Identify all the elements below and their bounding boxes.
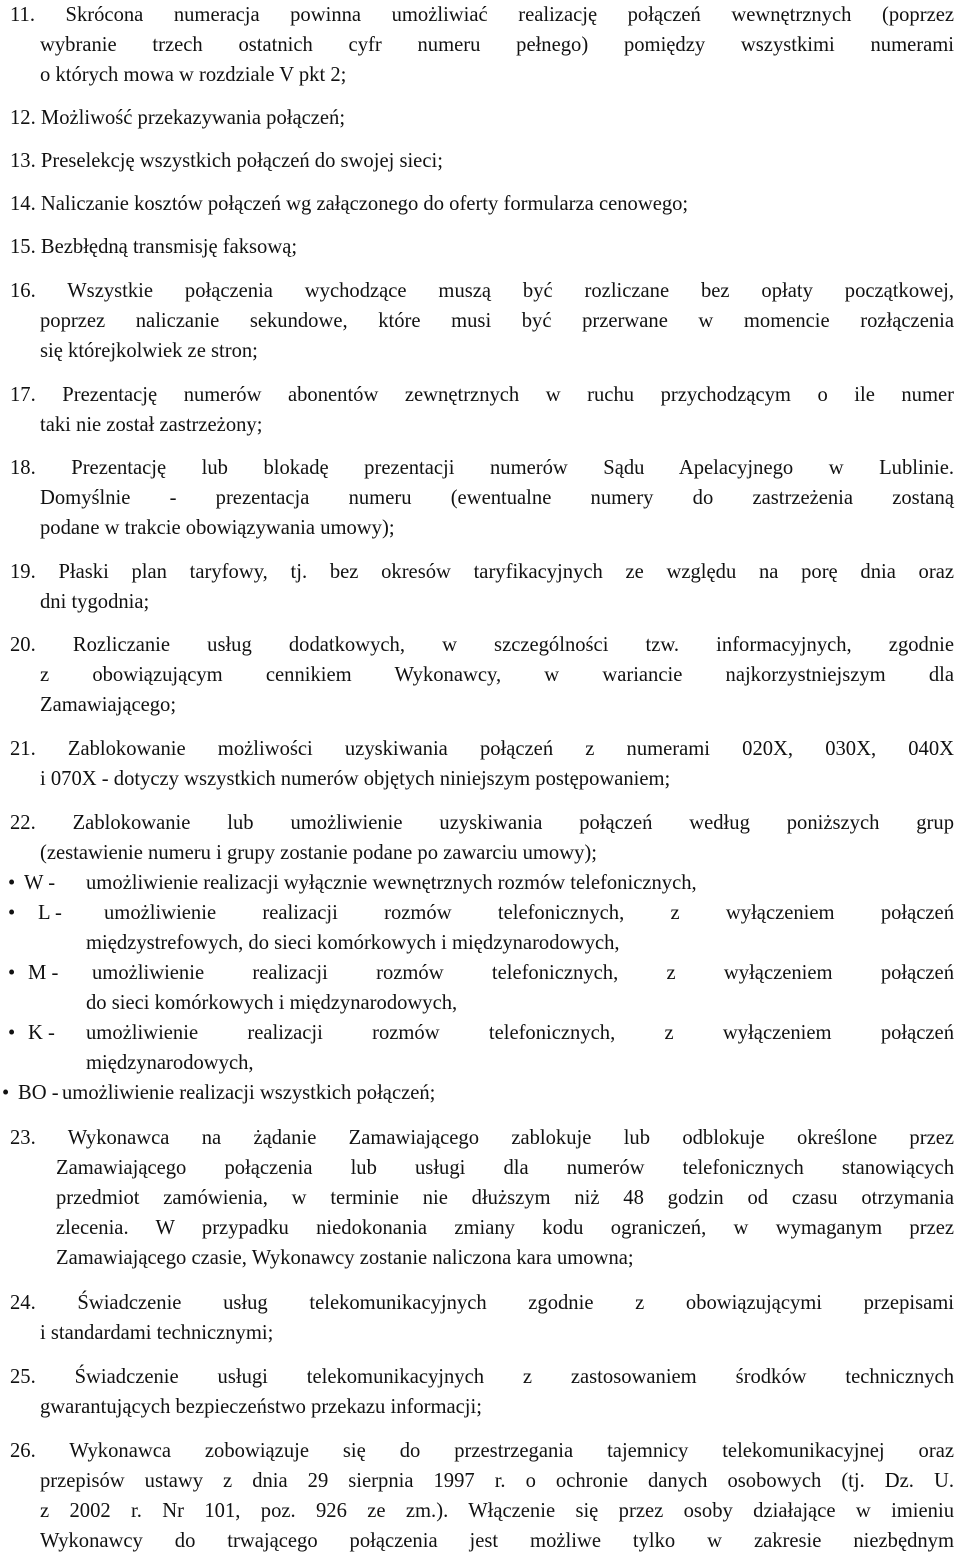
item-26-line-3: z 2002 r. Nr 101, poz. 926 ze zm.). Włączenie się przez osoby działające w imieniu [40, 1500, 954, 1522]
item-11-line-3: o których mowa w rozdziale V pkt 2; [40, 64, 347, 86]
bullet-l-line-2: międzystrefowych, do sieci komórkowych i międzynarodowych, [86, 932, 620, 954]
bullet-code-w: W - [24, 872, 56, 894]
item-16-line-2: poprzez naliczanie sekundowe, które musi być przerwane w momencie rozłączenia [40, 310, 954, 332]
item-11-line-1: 11. Skrócona numeracja powinna umożliwiać realizację połączeń wewnętrznych (poprzez [10, 4, 954, 26]
bullet-bo-line-1: umożliwienie realizacji wszystkich połączeń; [62, 1082, 436, 1104]
bullet-code-bo: BO - [18, 1082, 59, 1104]
item-12: 12. Możliwość przekazywania połączeń; [10, 107, 346, 129]
item-23-line-1: 23. Wykonawca na żądanie Zamawiającego zablokuje lub odblokuje określone przez [10, 1127, 954, 1149]
item-21-line-2: i 070X - dotyczy wszystkich numerów objętych niniejszym postępowaniem; [40, 768, 671, 790]
bullet-l-line-1: umożliwienie realizacji rozmów telefonicznych, z wyłączeniem połączeń [104, 902, 954, 924]
bullet-code-k: K - [28, 1022, 55, 1044]
item-23-line-3: przedmiot zamówienia, w terminie nie dłuższym niż 48 godzin od czasu otrzymania [56, 1187, 954, 1209]
item-18-line-1: 18. Prezentację lub blokadę prezentacji numerów Sądu Apelacyjnego w Lublinie. [10, 457, 954, 479]
bullet-code-m: M - [28, 962, 59, 984]
item-25-line-2: gwarantujących bezpieczeństwo przekazu informacji; [40, 1396, 482, 1418]
item-20-line-1: 20. Rozliczanie usług dodatkowych, w szczególności tzw. informacyjnych, zgodnie [10, 634, 954, 656]
item-25-line-1: 25. Świadczenie usługi telekomunikacyjnych z zastosowaniem środków technicznych [10, 1366, 954, 1388]
item-23-line-5: Zamawiającego czasie, Wykonawcy zostanie naliczona kara umowna; [56, 1247, 634, 1269]
bullet-dot: • [2, 1082, 10, 1104]
item-18-line-2: Domyślnie - prezentacja numeru (ewentualne numery do zastrzeżenia zostaną [40, 487, 954, 509]
item-19-line-2: dni tygodnia; [40, 591, 150, 613]
item-23-line-4: zlecenia. W przypadku niedokonania zmiany kodu ograniczeń, w wymaganym przez [56, 1217, 954, 1239]
item-19-line-1: 19. Płaski plan taryfowy, tj. bez okresów taryfikacyjnych ze względu na porę dnia oraz [10, 561, 954, 583]
item-13: 13. Preselekcję wszystkich połączeń do swojej sieci; [10, 150, 443, 172]
item-16-line-3: się którejkolwiek ze stron; [40, 340, 258, 362]
item-14: 14. Naliczanie kosztów połączeń wg załączonego do oferty formularza cenowego; [10, 193, 689, 215]
bullet-code-l: L - [38, 902, 62, 924]
item-17-line-1: 17. Prezentację numerów abonentów zewnętrznych w ruchu przychodzącym o ile numer [10, 384, 954, 406]
bullet-m-line-1: umożliwienie realizacji rozmów telefonicznych, z wyłączeniem połączeń [92, 962, 954, 984]
bullet-k-line-1: umożliwienie realizacji rozmów telefonicznych, z wyłączeniem połączeń [86, 1022, 954, 1044]
item-20-line-2: z obowiązującym cennikiem Wykonawcy, w wariancie najkorzystniejszym dla [40, 664, 954, 686]
bullet-dot: • [8, 872, 16, 894]
item-23-line-2: Zamawiającego połączenia lub usługi dla numerów telefonicznych stanowiących [56, 1157, 954, 1179]
item-20-line-3: Zamawiającego; [40, 694, 177, 716]
item-18-line-3: podane w trakcie obowiązywania umowy); [40, 517, 395, 539]
bullet-dot: • [8, 902, 16, 924]
bullet-k-line-2: międzynarodowych, [86, 1052, 254, 1074]
item-26-line-4: Wykonawcy do trwającego połączenia jest możliwe tylko w zakresie niezbędnym [40, 1530, 954, 1552]
item-26-line-1: 26. Wykonawca zobowiązuje się do przestrzegania tajemnicy telekomunikacyjnej oraz [10, 1440, 954, 1462]
item-24-line-1: 24. Świadczenie usług telekomunikacyjnych zgodnie z obowiązującymi przepisami [10, 1292, 954, 1314]
item-22-line-1: 22. Zablokowanie lub umożliwienie uzyskiwania połączeń według poniższych grup [10, 812, 954, 834]
bullet-dot: • [8, 962, 16, 984]
item-24-line-2: i standardami technicznymi; [40, 1322, 274, 1344]
item-16-line-1: 16. Wszystkie połączenia wychodzące muszą być rozliczane bez opłaty początkowej, [10, 280, 954, 302]
bullet-dot: • [8, 1022, 16, 1044]
bullet-m-line-2: do sieci komórkowych i międzynarodowych, [86, 992, 458, 1014]
item-11-line-2: wybranie trzech ostatnich cyfr numeru pełnego) pomiędzy wszystkimi numerami [40, 34, 954, 56]
item-22-line-2: (zestawienie numeru i grupy zostanie podane po zawarciu umowy); [40, 842, 597, 864]
item-15: 15. Bezbłędną transmisję faksową; [10, 236, 298, 258]
item-21-line-1: 21. Zablokowanie możliwości uzyskiwania połączeń z numerami 020X, 030X, 040X [10, 738, 954, 760]
bullet-w-line-1: umożliwienie realizacji wyłącznie wewnętrznych rozmów telefonicznych, [86, 872, 697, 894]
item-26-line-2: przepisów ustawy z dnia 29 sierpnia 1997 r. o ochronie danych osobowych (tj. Dz. U. [40, 1470, 954, 1492]
item-17-line-2: taki nie został zastrzeżony; [40, 414, 263, 436]
